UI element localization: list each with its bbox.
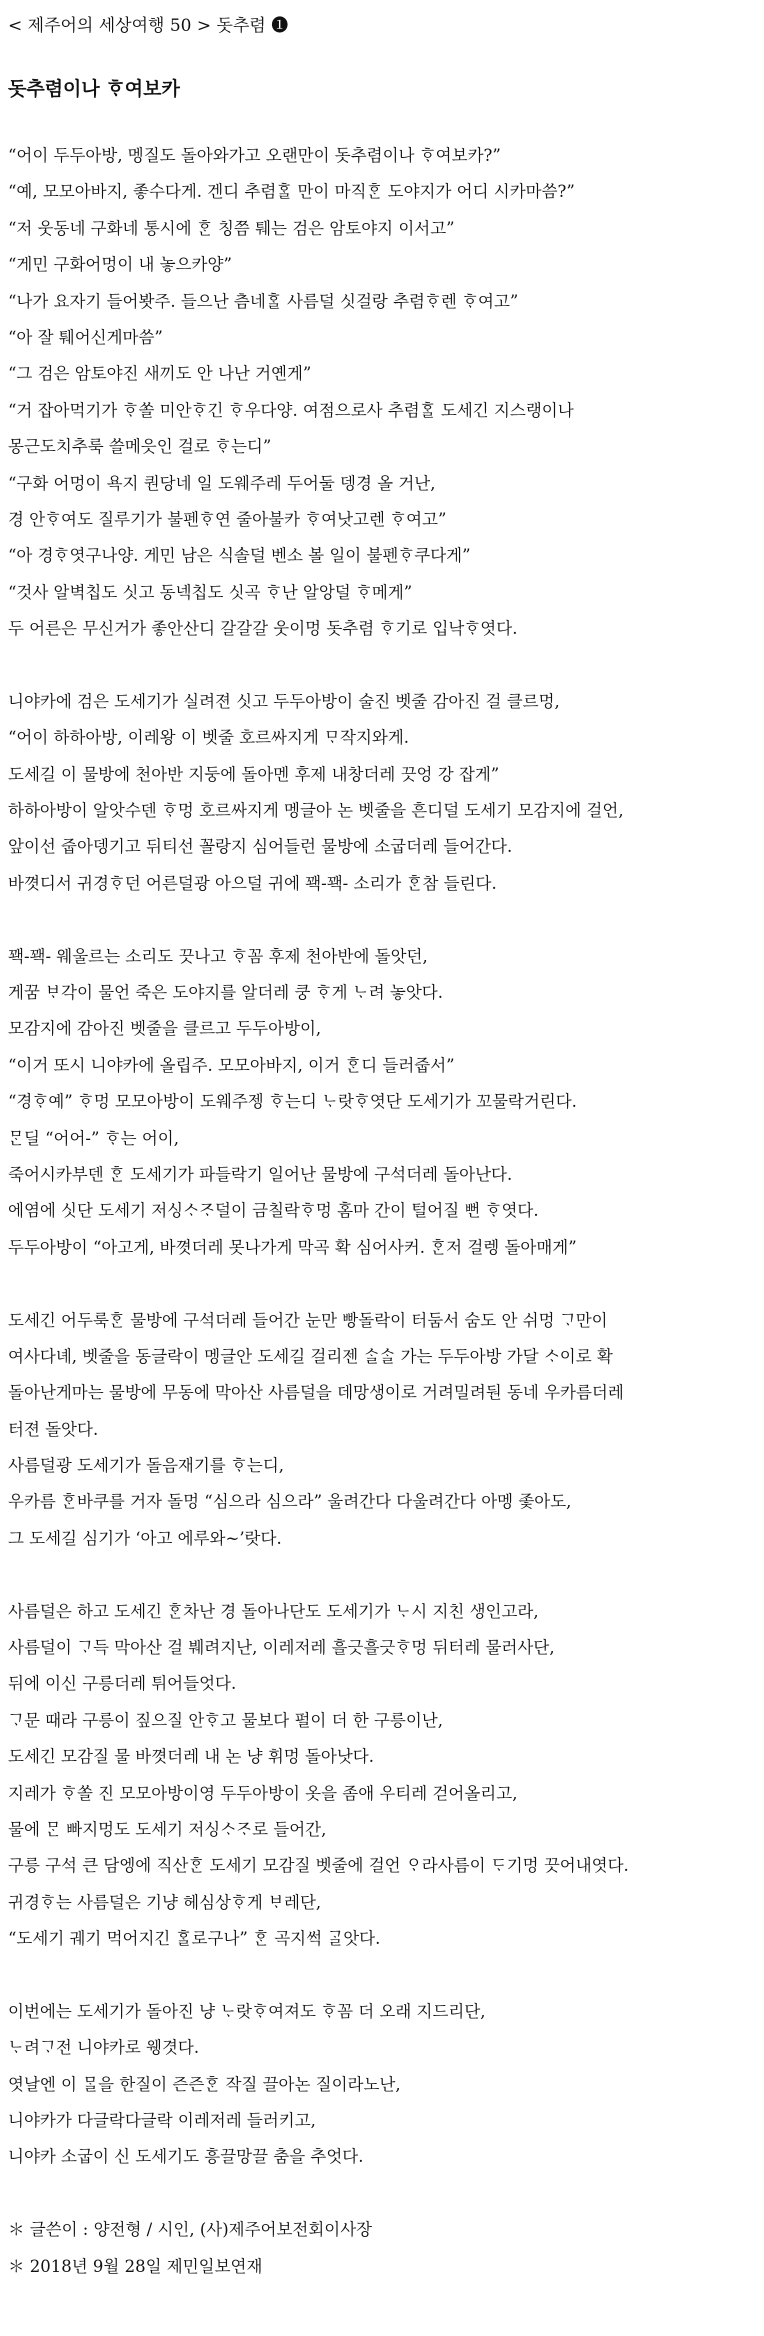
article-body	[8, 138, 756, 2212]
text-line: 몽근도치추룩 쓸메읏인 걸로 ᄒᆞ는디”	[8, 437, 272, 457]
article-title: 돗추렴이나 ᄒᆞ여보카	[8, 78, 180, 100]
text-line: 도세긴 어두룩ᄒᆞᆫ 물방에 구석더레 들어간 눈만 빵돌락이 터둠서 숨도 안 쉬멍 ᄀᆞ만이	[8, 1310, 608, 1330]
text-line: “거 잡아먹기가 ᄒᆞ쏠 미안ᄒᆞ긴 ᄒᆞ우다양. 여점으로사 추렴ᄒᆞᆯ 도세긴 지스랭이나	[8, 400, 574, 420]
text-line: “도세기 궤기 먹어지긴 ᄒᆞᆯ로구나” ᄒᆞᆫ 곡지썩 ᄀᆞᆯ앗다.	[8, 1929, 381, 1949]
text-line: 죽어시카부덴 ᄒᆞᆫ 도세기가 파들락기 일어난 물방에 구석더레 돌아난다.	[8, 1164, 513, 1184]
text-line: 사름덜이 ᄀᆞ득 막아산 걸 붸려지난, 이레저레 흘긋흘긋ᄒᆞ멍 뒤터레 물러사단,	[8, 1638, 555, 1658]
text-line: “게민 구화어멍이 내 놓으카양”	[8, 255, 232, 275]
text-line: 니야카에 검은 도세기가 실려젼 싯고 두두아방이 술진 벳줄 감아진 걸 클르멍,	[8, 691, 560, 711]
text-line: 게꿈 ᄇᆞ각이 물언 죽은 도야지를 알더레 쿵 ᄒᆞ게 ᄂᆞ려 놓앗다.	[8, 982, 443, 1002]
paragraph-break	[8, 1266, 756, 1302]
text-line: 니야카가 다글락다글락 이레저레 들러키고,	[8, 2111, 316, 2131]
text-line: 귀경ᄒᆞ는 사름덜은 기냥 헤심상ᄒᆞ게 ᄇᆞ레단,	[8, 1892, 322, 1912]
text-line: 우카름 ᄒᆞᆫ바쿠를 거자 돌멍 “심으라 심으라” 울려간다 다울려간다 아멩 좇아도,	[8, 1492, 572, 1512]
footer-note: ＊ 2018년 9월 28일 제민일보연재	[8, 2256, 263, 2276]
text-line: “경ᄒᆞ예” ᄒᆞ멍 모모아방이 도웨주젱 ᄒᆞ는디 ᄂᆞ랏ᄒᆞ엿단 도세기가 꼬물락거린다.	[8, 1092, 577, 1112]
text-line: “아 잘 퉤어신게마씀”	[8, 327, 163, 347]
text-line: ᄂᆞ려ᄀᆞ전 니야카로 웽겻다.	[8, 2038, 200, 2058]
text-line: “저 웃동네 구화네 통시에 ᄒᆞᆫ 칭쯤 퉤는 검은 암토야지 이서고”	[8, 218, 455, 238]
paragraph-break	[8, 1557, 756, 1593]
text-line: 모감지에 감아진 벳줄을 클르고 두두아방이,	[8, 1019, 322, 1039]
article-footer	[8, 2212, 756, 2285]
text-line: 앞이선 줍아뎅기고 뒤티선 꼴랑지 심어들런 물방에 소굽더레 들어간다.	[8, 837, 513, 857]
text-line: 꽥-꽥- 웨울르는 소리도 끗나고 ᄒᆞ꼼 후제 천아반에 돌앗던,	[8, 946, 428, 966]
breadcrumb-separator: >	[196, 16, 212, 36]
text-line: 터젼 돌앗다.	[8, 1419, 99, 1439]
text-line: 두 어른은 무신거가 좋안산디 갈갈갈 웃이멍 돗추렴 ᄒᆞ기로 입낙ᄒᆞ엿다.	[8, 619, 518, 639]
text-line: 도세긴 모감질 물 바꼇더레 내 논 냥 휘멍 돌아낫다.	[8, 1747, 374, 1767]
text-line: 뒤에 이신 구릉더레 튀어들엇다.	[8, 1674, 237, 1694]
text-line: 사름덜은 하고 도세긴 ᄒᆞᆫ차난 경 돌아나단도 도세기가 ᄂᆞ시 지친 생인고라,	[8, 1601, 539, 1621]
text-line: “것사 알벽칩도 싯고 동넥칩도 싯곡 ᄒᆞ난 알앙덜 ᄒᆞ메게”	[8, 582, 413, 602]
text-line: 그 도세길 심기가 ‘아고 에루와~’랏다.	[8, 1528, 282, 1548]
text-line: 경 안ᄒᆞ여도 질루기가 불펜ᄒᆞ연 줄아불카 ᄒᆞ여낫고렌 ᄒᆞ여고”	[8, 509, 447, 529]
paragraph-break	[8, 647, 756, 683]
text-line: 구릉 구석 큰 담엥에 직산ᄒᆞᆫ 도세기 모감질 벳줄에 걸언 ᄋᆞ라사름이 ᄃᆞ기멍 끗어내엿다.	[8, 1856, 629, 1876]
text-line: “예, 모모아바지, 좋수다게. 겐디 추렴ᄒᆞᆯ 만이 마직ᄒᆞᆫ 도야지가 어디 시카마씀?”	[8, 182, 575, 202]
breadcrumb	[8, 14, 756, 38]
text-line: “구화 어멍이 욕지 퀀당네 일 도웨주레 두어둘 뎅경 올 거난,	[8, 473, 436, 493]
breadcrumb-current: 돗추렴 ❶	[216, 16, 289, 36]
text-line: 물에 ᄆᆞᆫ 빠지멍도 도세기 저싱ᄉᆞᄌᆞ로 들어간,	[8, 1819, 327, 1839]
text-line: 바꼇디서 귀경ᄒᆞ던 어른덜광 아으덜 귀에 꽥-꽥- 소리가 ᄒᆞᆫ참 들린다.	[8, 873, 497, 893]
breadcrumb-series-link[interactable]: 제주어의 세상여행 50	[27, 16, 192, 36]
paragraph-break	[8, 2176, 756, 2212]
paragraph-break	[8, 1958, 756, 1994]
text-line: 에염에 싯단 도세기 저싱ᄉᆞᄌᆞ덜이 금칠락ᄒᆞ멍 홈마 간이 털어질 뻔 ᄒᆞ엿다.	[8, 1201, 539, 1221]
breadcrumb-prefix: <	[8, 16, 23, 36]
text-line: “이거 또시 니야카에 올립주. 모모아바지, 이거 ᄒᆞᆫ디 들러줍서”	[8, 1055, 455, 1075]
text-line: “어이 하하아방, 이레왕 이 벳줄 호르싸지게 ᄆᆞ작지와게.	[8, 728, 410, 748]
text-line: 하하아방이 알앗수덴 ᄒᆞ멍 호르싸지게 멩글아 논 벳줄을 흔디덜 도세기 모감지에 걸언,	[8, 801, 624, 821]
text-line: 엿날엔 이 ᄆᆞᆯ을 한질이 즌즌ᄒᆞᆫ 작질 끌아논 질이라노난,	[8, 2074, 401, 2094]
footer-note: ＊ 글쓴이 : 양전형 / 시인, (사)제주어보전회이사장	[8, 2220, 373, 2240]
text-line: “나가 요자기 들어봣주. 들으난 츰네ᄒᆞᆯ 사름덜 싯걸랑 추렴ᄒᆞ렌 ᄒᆞ여고”	[8, 291, 519, 311]
text-line: 두두아방이 “아고게, 바꼇더레 못나가게 막곡 확 심어사커. ᄒᆞᆫ저 걸렝 돌아매게”	[8, 1237, 577, 1257]
text-line: 돌아난게마는 물방에 무동에 막아산 사름덜을 데망생이로 거려밀려둰 동네 우카름더레	[8, 1383, 624, 1403]
text-line: ᄆᆞᆫ딜 “어어-” ᄒᆞ는 어이,	[8, 1128, 179, 1148]
paragraph-break	[8, 902, 756, 938]
text-line: 이번에는 도세기가 돌아진 냥 ᄂᆞ랏ᄒᆞ여져도 ᄒᆞ꼼 더 오래 지드리단,	[8, 2001, 486, 2021]
text-line: ᄀᆞ문 때라 구릉이 짚으질 안ᄒᆞ고 물보다 펄이 더 한 구릉이난,	[8, 1710, 443, 1730]
text-line: 니야카 소굽이 신 도세기도 흥끌망끌 춤을 추엇다.	[8, 2147, 364, 2167]
text-line: “그 검은 암토야진 새끼도 안 나난 거옌게”	[8, 364, 312, 384]
text-line: 여사다녜, 벳줄을 동글락이 멩글안 도세길 걸리젠 ᄉᆞᆯᄉᆞᆯ 가는 두두아방 가달 ᄉᆞ이로 확	[8, 1346, 613, 1366]
text-line: 사름덜광 도세기가 돌음재기를 ᄒᆞ는디,	[8, 1456, 285, 1476]
text-line: 지레가 ᄒᆞ쏠 진 모모아방이영 두두아방이 옷을 좀애 우티레 걷어올리고,	[8, 1783, 518, 1803]
text-line: 도세길 이 물방에 천아반 지둥에 돌아멘 후제 내창더레 끗엉 강 잡게”	[8, 764, 500, 784]
text-line: “어이 두두아방, 멩질도 돌아와가고 오랜만이 돗추렴이나 ᄒᆞ여보카?”	[8, 146, 501, 165]
text-line: “아 경ᄒᆞ엿구나양. 게민 남은 식솔덜 벤소 볼 일이 불펜ᄒᆞ쿠다게”	[8, 546, 471, 566]
